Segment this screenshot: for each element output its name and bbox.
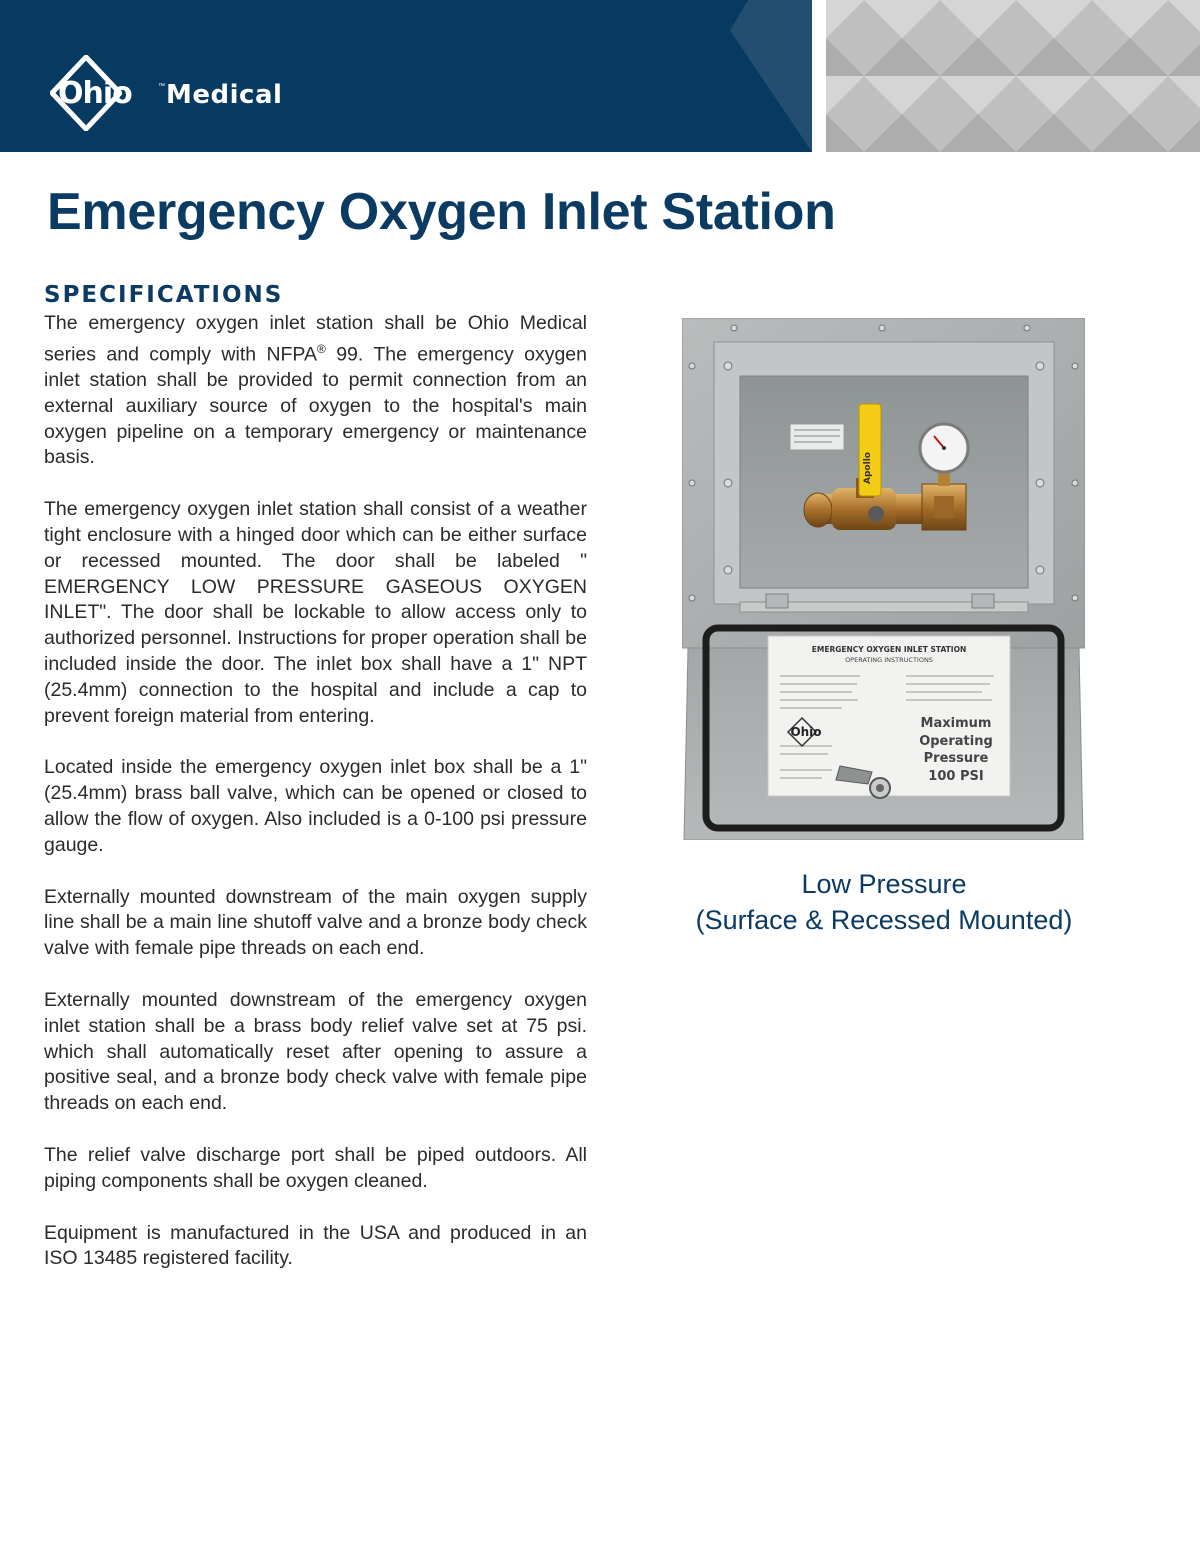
valve-tag: Apollo — [863, 452, 873, 484]
spec-paragraph-6: The relief valve discharge port shall be piped outdoors. All piping components shall be oxygen cleaned. — [44, 1144, 587, 1192]
registered-mark: ® — [317, 341, 326, 356]
door-label-logo: Ohio — [790, 725, 822, 739]
door-label-rating-3: Pressure — [923, 751, 989, 766]
logo-trademark: ™ — [158, 83, 165, 90]
door-label-subheading: OPERATING INSTRUCTIONS — [845, 656, 933, 664]
page-title: Emergency Oxygen Inlet Station — [47, 183, 836, 241]
logo-brand-suffix: Medical — [166, 80, 283, 110]
specifications-heading: SPECIFICATIONS — [44, 282, 284, 308]
door-label-rating-4: 100 PSI — [928, 769, 984, 784]
spec-paragraph-3: Located inside the emergency oxygen inlet box shall be a 1" (25.4mm) brass ball valve, which can be opened or closed to allow the flow of oxygen. Also included is a 0-100 psi pressure gauge. — [44, 756, 587, 856]
door-label-heading: EMERGENCY OXYGEN INLET STATION — [811, 645, 967, 654]
specifications-body — [44, 311, 587, 1298]
header-banner — [0, 0, 1200, 152]
spec-paragraph-7: Equipment is manufactured in the USA and produced in an ISO 13485 registered facility. — [44, 1221, 587, 1270]
spec-paragraph-5: Externally mounted downstream of the emergency oxygen inlet station shall be a brass body relief valve set at 75 psi. which shall automatically reset after opening to assure a positive seal, and a bronze body check valve with female pipe threads on each end. — [44, 989, 587, 1115]
spec-paragraph-2: The emergency oxygen inlet station shall consist of a weather tight enclosure with a hinged door which can be either surface or recessed mounted. The door shall be labeled " EMERGENCY LOW PRESSURE GASEOUS OXYGEN INLET". The door shall be lockable to allow access only to authorized personnel. Instructions for proper operation shall be included inside the door. The inlet box shall have a 1" NPT (25.4mm) connection to the hospital and include a cap to prevent foreign material from entering. — [44, 498, 587, 727]
product-photo — [682, 318, 1085, 840]
header-pattern-panel — [826, 0, 1200, 152]
spec-paragraph-4: Externally mounted downstream of the main oxygen supply line shall be a main line shutoff valve and a bronze body check valve with female pipe threads on each end. — [44, 885, 587, 960]
spec-paragraph-1-text-cont: 99. The emergency oxygen inlet station shall be provided to permit connection from an external auxiliary source of oxygen to the hospital's main oxygen pipeline on a temporary emergency or maintenance basis. — [44, 343, 587, 469]
logo-brand-name: Ohio — [58, 76, 132, 111]
caption-line-2: (Surface & Recessed Mounted) — [695, 905, 1073, 935]
door-label-rating-2: Operating — [919, 734, 993, 749]
door-label-rating-1: Maximum — [920, 716, 992, 731]
spec-paragraph-1-text: The emergency oxygen inlet station shall be Ohio Medical series and comply with NFPA — [44, 312, 587, 366]
caption-line-1: Low Pressure — [801, 869, 967, 899]
product-caption — [672, 866, 1096, 938]
spec-paragraph-1 — [44, 311, 587, 471]
